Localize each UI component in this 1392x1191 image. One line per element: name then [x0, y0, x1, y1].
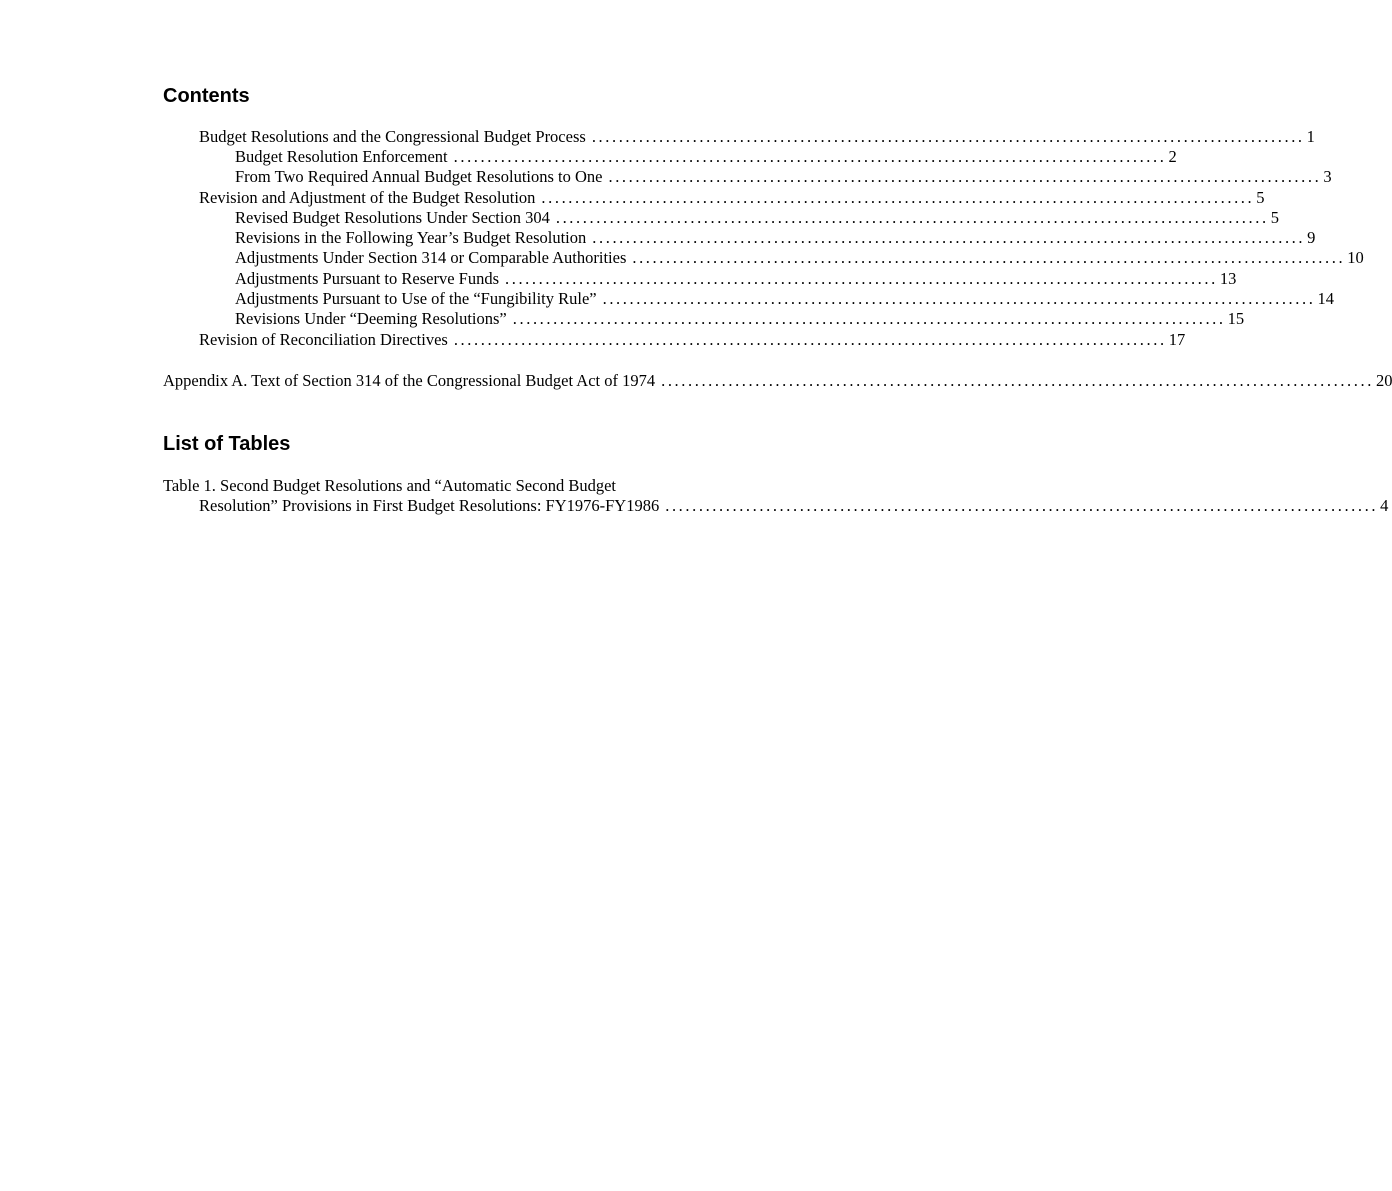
- toc-entry-title: Revised Budget Resolutions Under Section 304: [235, 208, 550, 227]
- toc-entry[interactable]: [235, 289, 1334, 309]
- table-entry-title: Resolution” Provisions in First Budget Resolutions: FY1976-FY1986: [199, 496, 660, 515]
- list-of-tables-heading: List of Tables: [163, 433, 291, 455]
- toc-entry-page: 13: [1219, 269, 1237, 288]
- toc-entry[interactable]: [235, 208, 1279, 228]
- toc-entry[interactable]: [199, 127, 1315, 147]
- toc-entry-title: Revision and Adjustment of the Budget Resolution: [199, 188, 536, 207]
- toc-entry-page: 2: [1168, 147, 1177, 166]
- leader-dots: ..........................................................................................................: [555, 208, 1269, 227]
- table-entry-line1[interactable]: Table 1. Second Budget Resolutions and “Automatic Second Budget: [163, 476, 616, 495]
- toc-entry[interactable]: [235, 269, 1237, 289]
- leader-dots: ..........................................................................................................: [541, 188, 1255, 207]
- toc-entry[interactable]: [199, 330, 1186, 350]
- leader-dots: ..........................................................................................................: [608, 167, 1322, 186]
- toc-entry-title: Adjustments Under Section 314 or Comparable Authorities: [235, 248, 627, 267]
- toc-entry-page: 9: [1307, 228, 1316, 247]
- leader-dots: ..........................................................................................................: [505, 269, 1218, 288]
- toc-entry-title: Adjustments Pursuant to Reserve Funds: [235, 269, 499, 288]
- toc-entry-title: Budget Resolutions and the Congressional Budget Process: [199, 127, 586, 146]
- toc-entry[interactable]: [235, 167, 1332, 187]
- leader-dots: ..........................................................................................................: [453, 147, 1167, 166]
- toc-entry-page: 20: [1375, 371, 1392, 390]
- toc-entry-title: Revision of Reconciliation Directives: [199, 330, 448, 349]
- toc-entry-page: 17: [1168, 330, 1186, 349]
- toc-entry-title: Revisions in the Following Year’s Budget Resolution: [235, 228, 587, 247]
- toc-entry-title: Revisions Under “Deeming Resolutions”: [235, 309, 507, 328]
- toc-entry-page: 14: [1317, 289, 1334, 308]
- toc-entry-title: Budget Resolution Enforcement: [235, 147, 448, 166]
- toc-entry[interactable]: [235, 309, 1245, 329]
- leader-dots: ..........................................................................................................: [592, 228, 1306, 247]
- leader-dots: ..........................................................................................................: [512, 309, 1226, 328]
- toc-entry-appendix[interactable]: [163, 371, 1392, 391]
- contents-heading: Contents: [163, 85, 250, 107]
- toc-entry-title: Adjustments Pursuant to Use of the “Fungibility Rule”: [235, 289, 597, 308]
- toc-entry-page: 5: [1256, 188, 1265, 207]
- leader-dots: ..........................................................................................................: [632, 248, 1346, 267]
- leader-dots: ..........................................................................................................: [591, 127, 1305, 146]
- leader-dots: ..........................................................................................................: [661, 371, 1374, 390]
- toc-entry-page: 3: [1323, 167, 1332, 186]
- table-entry[interactable]: [199, 496, 1389, 516]
- toc-entry[interactable]: [235, 147, 1177, 167]
- leader-dots: ..........................................................................................................: [602, 289, 1316, 308]
- table-entry-page: 4: [1380, 496, 1389, 515]
- toc-entry-page: 5: [1270, 208, 1279, 227]
- leader-dots: ..........................................................................................................: [453, 330, 1167, 349]
- toc-entry-page: 15: [1227, 309, 1245, 328]
- toc-entry[interactable]: [235, 228, 1316, 248]
- leader-dots: ..........................................................................................................: [665, 496, 1379, 515]
- toc-entry[interactable]: [235, 248, 1364, 268]
- toc-entry-page: 1: [1306, 127, 1315, 146]
- toc-entry-page: 10: [1347, 248, 1364, 267]
- toc-entry-title: From Two Required Annual Budget Resolutions to One: [235, 167, 603, 186]
- toc-entry[interactable]: [199, 188, 1265, 208]
- toc-entry-title: Appendix A. Text of Section 314 of the Congressional Budget Act of 1974: [163, 371, 656, 390]
